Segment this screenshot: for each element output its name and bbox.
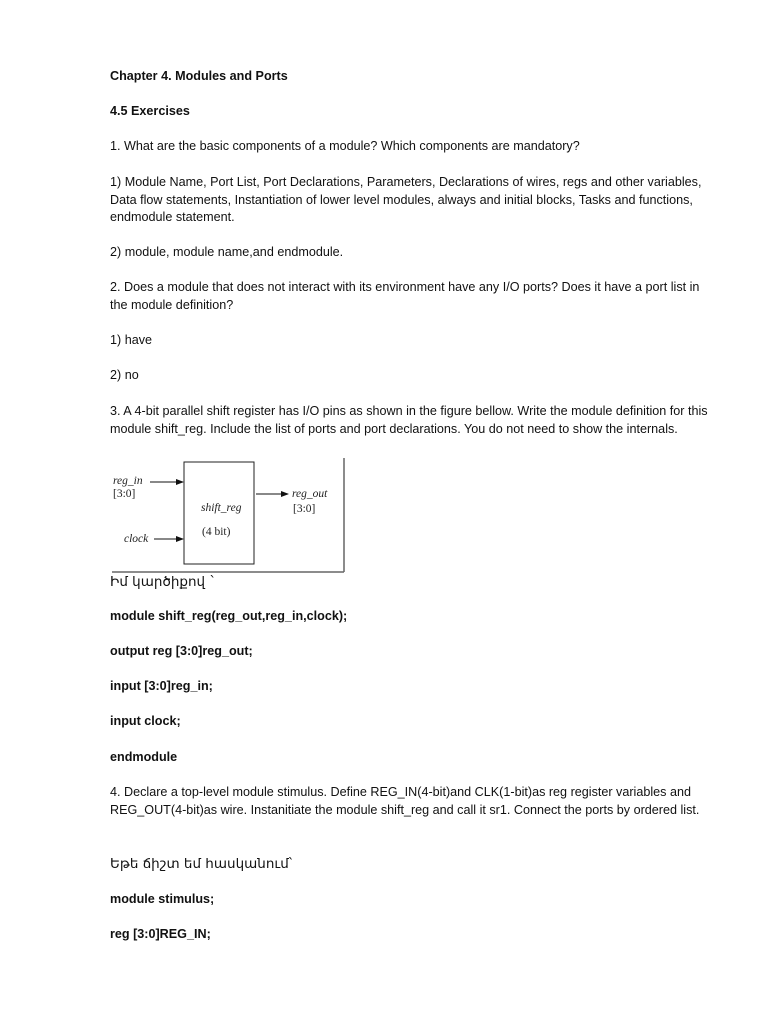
question-1: 1. What are the basic components of a module? Which components are mandatory? (110, 139, 580, 153)
question-2: 2. Does a module that does not interact with its environment have any I/O ports? Does it have a port list in the module definition? (110, 280, 700, 312)
code-line: module stimulus; (110, 892, 215, 906)
question-1-answer-2: 2) module, module name,and endmodule. (110, 245, 344, 259)
shift-register-diagram (110, 456, 346, 574)
question-1-answer-1: 1) Module Name, Port List, Port Declarations, Parameters, Declarations of wires, regs and other variables, Data flow statements, Instantiation of lower level modules, always and initial blocks, Tasks and functions, endmodule statement. (110, 175, 702, 225)
reg-in-width-label: [3:0] (113, 488, 136, 500)
question-3-intro: Իմ կարծիքով ` (110, 574, 217, 590)
question-4-intro: Եթե ճիշտ եմ հասկանում՝ (110, 856, 293, 872)
code-line: reg [3:0]REG_IN; (110, 927, 211, 941)
question-4: 4. Declare a top-level module stimulus. Define REG_IN(4-bit)and CLK(1-bit)as reg register variables and REG_OUT(4-bit)as wire. Instanitiate the module shift_reg and call it sr1. Connect the ports by ordered list. (110, 785, 700, 817)
shift-register-figure (110, 456, 346, 574)
code-line: module shift_reg(reg_out,reg_in,clock); (110, 609, 348, 623)
block-name-label: shift_reg (201, 502, 242, 514)
clock-label: clock (124, 533, 149, 545)
reg-out-label: reg_out (292, 488, 328, 500)
code-line: input clock; (110, 714, 181, 728)
reg-out-width-label: [3:0] (293, 503, 316, 515)
code-line: output reg [3:0]reg_out; (110, 644, 253, 658)
block-width-label: (4 bit) (202, 526, 231, 538)
section-title: 4.5 Exercises (110, 104, 190, 118)
code-line: input [3:0]reg_in; (110, 679, 213, 693)
question-2-answer-1: 1) have (110, 333, 153, 347)
code-line: endmodule (110, 750, 178, 764)
chapter-title: Chapter 4. Modules and Ports (110, 69, 288, 83)
reg-in-label: reg_in (113, 475, 143, 487)
question-2-answer-2: 2) no (110, 368, 139, 382)
question-3: 3. A 4-bit parallel shift register has I/O pins as shown in the figure bellow. Write the module definition for this module shift_reg. Include the list of ports and port declarations. You do not need to show the internals. (110, 404, 708, 436)
